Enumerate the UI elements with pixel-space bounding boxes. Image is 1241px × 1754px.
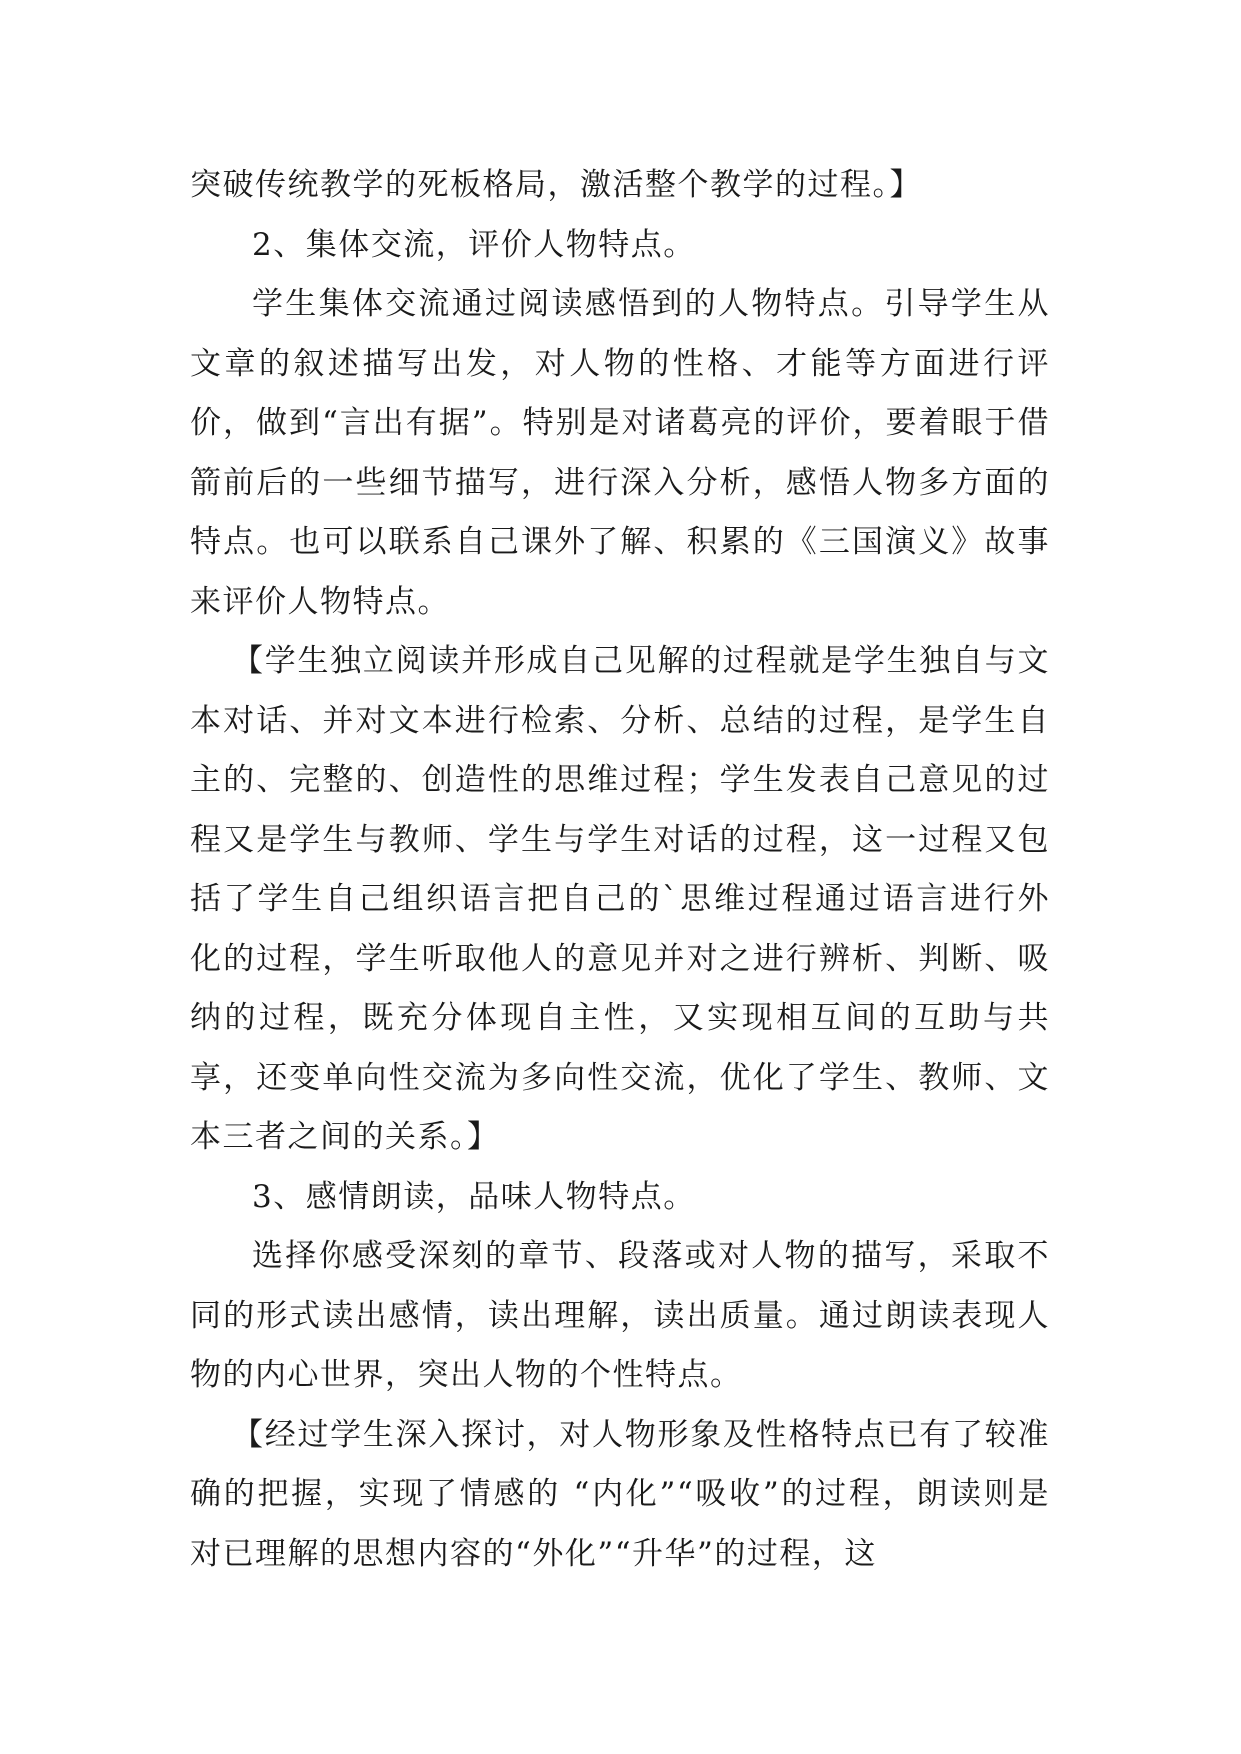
paragraph-commentary-1: 【学生独立阅读并形成自己见解的过程就是学生独自与文本对话、并对文本进行检索、分析、总结的过程，是学生自主的、完整的、创造性的思维过程；学生发表自己意见的过程又是学生与教师、学生与学生对话的过程，这一过程又包括了学生自己组织语言把自己的`思维过程通过语言进行外化的过程，学生听取他人的意见并对之进行辨析、判断、吸纳的过程，既充分体现自主性，又实现相互间的互助与共享，还变单向性交流为多向性交流，优化了学生、教师、文本三者之间的关系。】 (190, 643, 1050, 1155)
paragraph-commentary-2: 【经过学生深入探讨，对人物形象及性格特点已有了较准确的把握，实现了情感的 “内化”“吸收”的过程，朗读则是对已理解的思想内容的“外化”“升华”的过程，这 (190, 1416, 1050, 1572)
paragraph-reading-aloud: 选择你感受深刻的章节、段落或对人物的描写，采取不同的形式读出感情，读出理解，读出质量。通过朗读表现人物的内心世界，突出人物的个性特点。 (190, 1238, 1050, 1393)
paragraph-continuation: 突破传统教学的死板格局，激活整个教学的过程。】 (190, 167, 922, 203)
section-heading-2: 2、集体交流，评价人物特点。 (252, 226, 696, 263)
section-heading-3: 3、感情朗读，品味人物特点。 (252, 1178, 696, 1215)
document-body (190, 156, 1050, 1584)
paragraph-group-exchange: 学生集体交流通过阅读感悟到的人物特点。引导学生从文章的叙述描写出发，对人物的性格、才能等方面进行评价，做到“言出有据”。特别是对诸葛亮的评价，要着眼于借箭前后的一些细节描写，进行深入分析，感悟人物多方面的特点。也可以联系自己课外了解、积累的《三国演义》故事来评价人物特点。 (190, 286, 1050, 620)
